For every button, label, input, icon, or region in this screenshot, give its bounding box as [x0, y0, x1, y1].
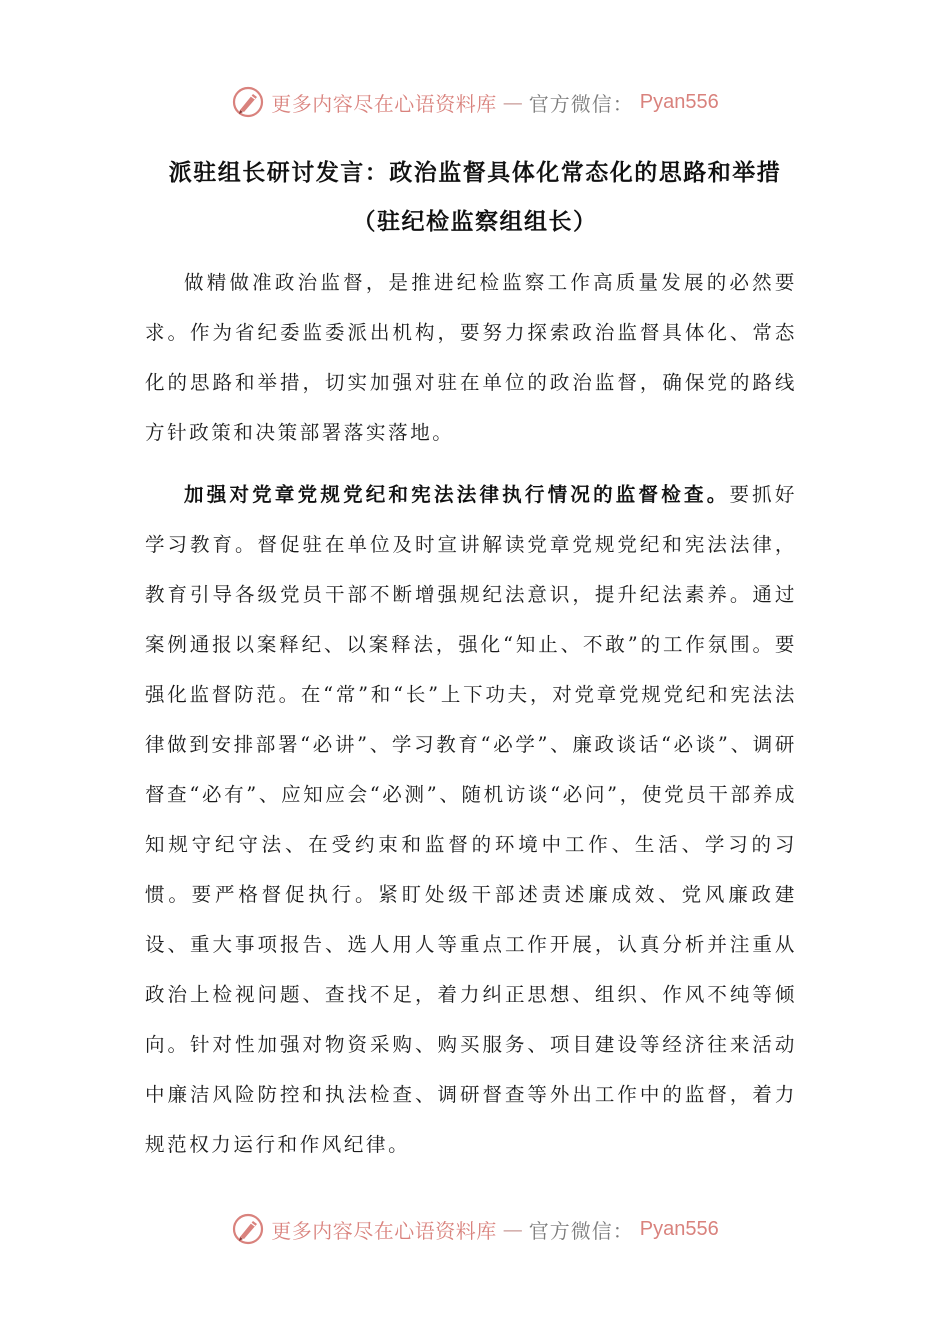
watermark-wechat-label: 官方微信： — [528, 1218, 634, 1243]
header-watermark — [0, 82, 950, 122]
document-title: 派驻组长研讨发言：政治监督具体化常态化的思路和举措 — [168, 159, 782, 186]
pen-circle-logo-icon — [231, 85, 265, 119]
watermark-account: Pyan556 — [639, 90, 719, 113]
document-subtitle: （驻纪检监察组组长） — [352, 208, 598, 235]
watermark-account: Pyan556 — [639, 1217, 719, 1240]
watermark-brand-text: 更多内容尽在心语资料库 — [271, 91, 497, 116]
watermark-dash: — — [502, 90, 523, 114]
intro-paragraph: 做精做准政治监督，是推进纪检监察工作高质量发展的必然要求。作为省纪委监委派出机构，要努力探索政治监督具体化、常态化的思路和举措，切实加强对驻在单位的政治监督，确保党的路线方针政策和决策部署落实落地。 — [145, 271, 797, 444]
watermark-wechat-label: 官方微信： — [528, 91, 634, 116]
watermark-dash: — — [502, 1217, 523, 1241]
section-body-text: 要抓好学习教育。督促驻在单位及时宣讲解读党章党规党纪和宪法法律，教育引导各级党员干部不断增强规纪法意识，提升纪法素养。通过案例通报以案释纪、以案释法，强化“知止、不敢”的工作氛围。要强化监督防范。在“常”和“长”上下功夫，对党章党规党纪和宪法法律做到安排部署“必讲”、学习教育“必学”、廉政谈话“必谈”、调研督查“必有”、应知应会“必测”、随机访谈“必问”，使党员干部养成知规守纪守法、在受约束和监督的环境中工作、生活、学习的习惯。要严格督促执行。紧盯处级干部述责述廉成效、党风廉政建设、重大事项报告、选人用人等重点工作开展，认真分析并注重从政治上检视问题、查找不足，着力纠正思想、组织、作风不纯等倾向。针对性加强对物资采购、购买服务、项目建设等经济往来活动中廉洁风险防控和执法检查、调研督查等外出工作中的监督，着力规范权力运行和作风纪律。 — [145, 483, 797, 1156]
watermark-brand-text: 更多内容尽在心语资料库 — [271, 1218, 497, 1243]
footer-watermark — [0, 1209, 950, 1249]
pen-circle-logo-icon — [231, 1212, 265, 1246]
section-lead-sentence: 加强对党章党规党纪和宪法法律执行情况的监督检查。 — [184, 483, 730, 506]
section-paragraph — [145, 470, 797, 1170]
